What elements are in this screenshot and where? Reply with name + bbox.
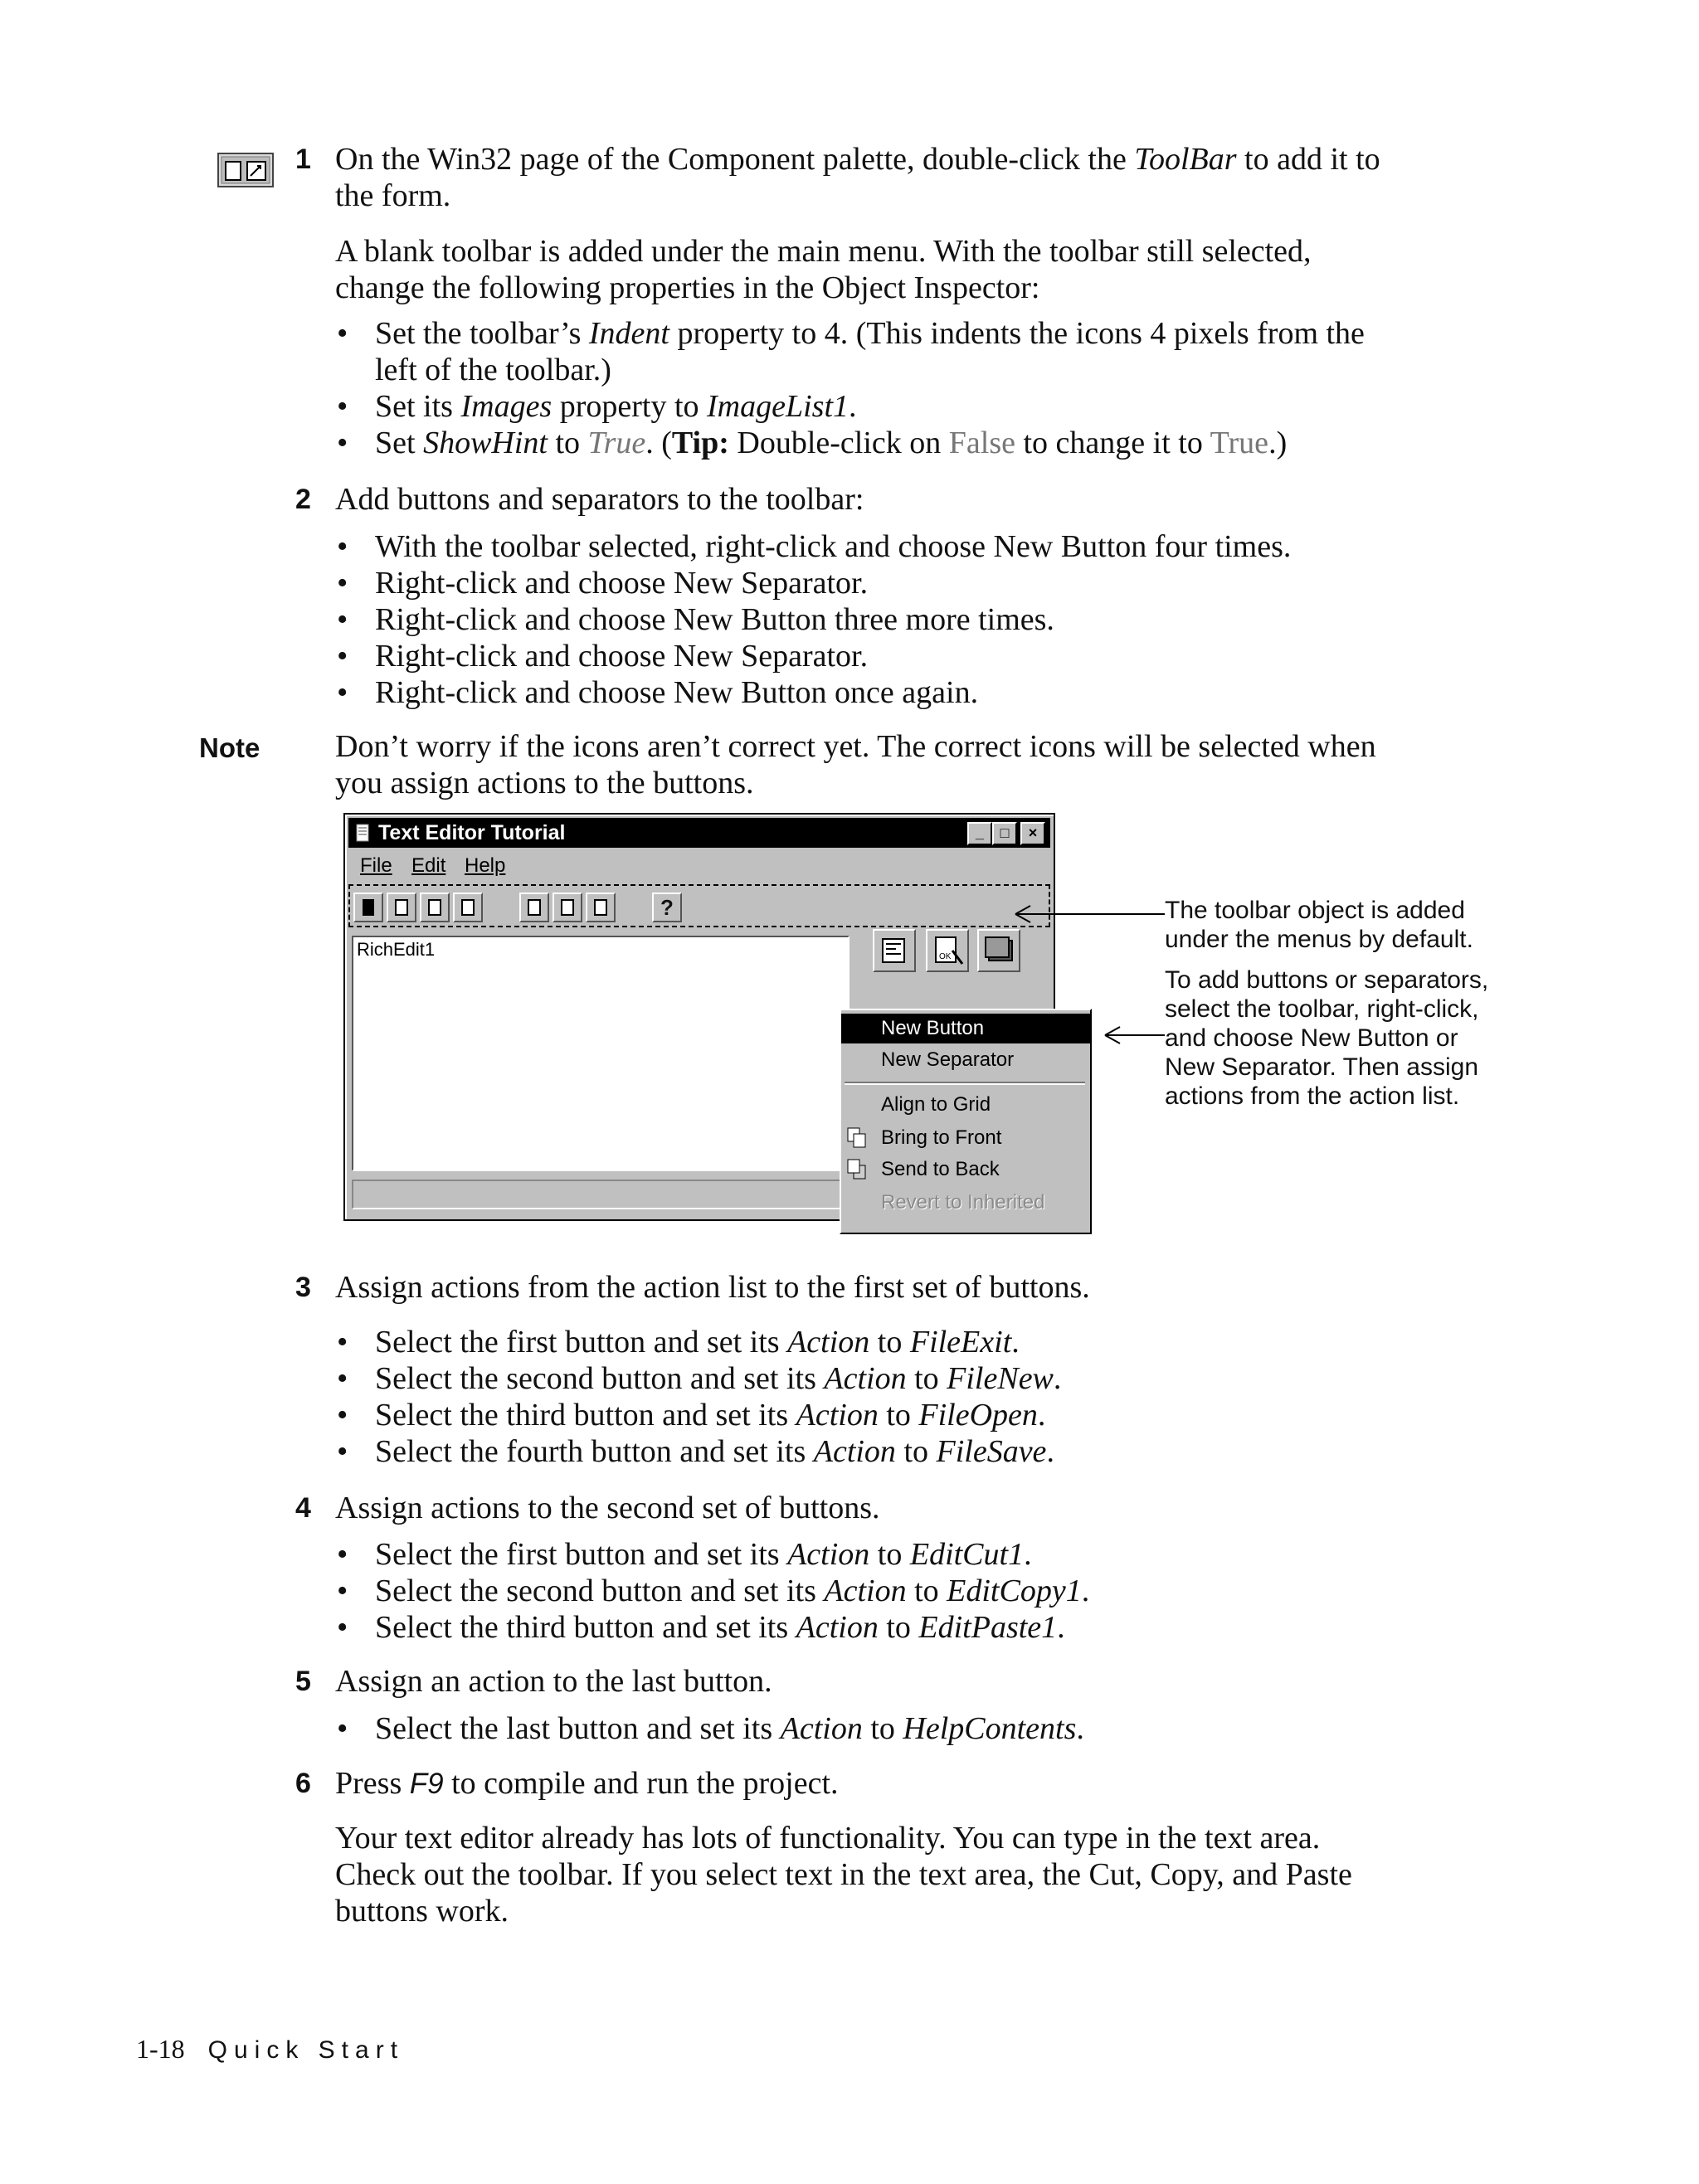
- menu-item-revert-to-inherited: Revert to Inherited: [881, 1191, 1045, 1214]
- minimize-button[interactable]: _: [967, 822, 992, 845]
- page-footer: [136, 2032, 404, 2067]
- step-1-text: On the Win32 page of the Component palette, double-click the ToolBar to add it to the form.: [335, 142, 1380, 213]
- list-item: • Right-click and choose New Button once again.: [335, 674, 1563, 711]
- list-item: • Select the last button and set its Action to HelpContents.: [335, 1710, 1563, 1747]
- step-3-bullets: [335, 1324, 1563, 1470]
- step-number: 1: [295, 143, 311, 175]
- menu-item-new-separator[interactable]: New Separator: [881, 1048, 1015, 1071]
- list-item: • Select the second button and set its Action to EditCopy1.: [335, 1573, 1563, 1609]
- list-item: • Select the third button and set its Action to FileOpen.: [335, 1397, 1563, 1433]
- callout-add-buttons: To add buttons or separators, select the toolbar, right-click, and choose New Button or New Separator. Then assign actions from the action list.: [1165, 966, 1489, 1110]
- step-4-text: Assign actions to the second set of buttons.: [335, 1491, 880, 1525]
- list-item: • Set its Images property to ImageList1.: [335, 388, 1563, 425]
- step-number: 6: [295, 1768, 311, 1799]
- footer-title: Quick Start: [207, 2036, 405, 2064]
- copy-button[interactable]: [553, 893, 582, 922]
- step-6-text: Press F9 to compile and run the project.: [335, 1766, 839, 1801]
- maximize-button[interactable]: □: [992, 822, 1017, 845]
- cut-button[interactable]: [519, 893, 549, 922]
- step-6-paragraph: Your text editor already has lots of functionality. You can type in the text area. Check out the toolbar. If you select text in the text area, the Cut, Copy, and Paste buttons work.: [335, 1821, 1352, 1929]
- toolbar[interactable]: [348, 884, 1050, 927]
- open-button[interactable]: [420, 893, 450, 922]
- menu-divider: [845, 1082, 1085, 1085]
- step-5-text: Assign an action to the last button.: [335, 1664, 772, 1699]
- menu-item-new-button[interactable]: New Button: [841, 1014, 1090, 1043]
- close-button[interactable]: ×: [1020, 822, 1045, 845]
- svg-text:OK: OK: [939, 952, 952, 961]
- app-icon: [355, 823, 372, 843]
- new-button[interactable]: [387, 893, 416, 922]
- menu-item-align-to-grid[interactable]: Align to Grid: [881, 1093, 991, 1116]
- step-3-text: Assign actions from the action list to the first set of buttons.: [335, 1270, 1090, 1305]
- window-titlebar: [348, 818, 1050, 848]
- page-number: 1-18: [136, 2034, 185, 2064]
- menu-item-send-to-back[interactable]: Send to Back: [881, 1158, 1000, 1180]
- step-1-bullets: [335, 315, 1563, 461]
- window-title: Text Editor Tutorial: [378, 821, 566, 844]
- list-item: • Select the first button and set its Action to FileExit.: [335, 1324, 1563, 1360]
- step-2-bullets: [335, 528, 1563, 711]
- list-item: • Select the third button and set its Action to EditPaste1.: [335, 1609, 1563, 1646]
- send-to-back-icon: [846, 1158, 869, 1181]
- note-label: Note: [199, 732, 260, 763]
- step-5-bullets: [335, 1710, 1563, 1747]
- list-item: • Set the toolbar’s Indent property to 4. (This indents the icons 4 pixels from the left of the toolbar.): [335, 315, 1563, 388]
- note-text: Don’t worry if the icons aren’t correct yet. The correct icons will be selected when you assign actions to the buttons.: [335, 729, 1376, 800]
- key-f9: F9: [409, 1768, 444, 1800]
- step-number: 4: [295, 1492, 311, 1524]
- step-number: 2: [295, 484, 311, 515]
- list-item: • Select the first button and set its Action to EditCut1.: [335, 1536, 1563, 1573]
- menu-edit[interactable]: Edit: [411, 854, 446, 877]
- list-item: • Set ShowHint to True. (Tip: Double-click on False to change it to True.): [335, 425, 1563, 461]
- callout-toolbar-added: The toolbar object is added under the menus by default.: [1165, 897, 1473, 953]
- step-1-paragraph: A blank toolbar is added under the main menu. With the toolbar still selected, change the following properties in the Object Inspector:: [335, 234, 1312, 305]
- save-button[interactable]: [453, 893, 483, 922]
- actionlist-component-icon: [926, 929, 969, 972]
- callout-arrows: [1012, 896, 1178, 1062]
- richedit-area[interactable]: [352, 936, 850, 1171]
- list-item: • With the toolbar selected, right-click and choose New Button four times.: [335, 528, 1563, 565]
- exit-button[interactable]: [353, 893, 383, 922]
- paste-button[interactable]: [586, 893, 616, 922]
- step-4-bullets: [335, 1536, 1563, 1646]
- bring-to-front-icon: [846, 1126, 869, 1150]
- list-item: • Select the second button and set its Action to FileNew.: [335, 1360, 1563, 1397]
- step-number: 3: [295, 1272, 311, 1303]
- list-item: • Right-click and choose New Button three more times.: [335, 601, 1563, 638]
- toolbar-palette-icon: [217, 153, 274, 187]
- step-number: 5: [295, 1666, 311, 1697]
- menubar: [348, 849, 1050, 879]
- list-item: • Select the fourth button and set its Action to FileSave.: [335, 1433, 1563, 1470]
- menu-item-bring-to-front[interactable]: Bring to Front: [881, 1126, 1002, 1149]
- step-2-text: Add buttons and separators to the toolbar:: [335, 482, 864, 517]
- status-bar: [352, 1180, 850, 1209]
- imagelist-component-icon: [873, 929, 916, 972]
- menu-file[interactable]: File: [360, 854, 392, 877]
- help-button[interactable]: ?: [652, 893, 682, 922]
- richedit-label: RichEdit1: [357, 939, 436, 960]
- menu-help[interactable]: Help: [465, 854, 506, 877]
- list-item: • Right-click and choose New Separator.: [335, 638, 1563, 674]
- list-item: • Right-click and choose New Separator.: [335, 565, 1563, 601]
